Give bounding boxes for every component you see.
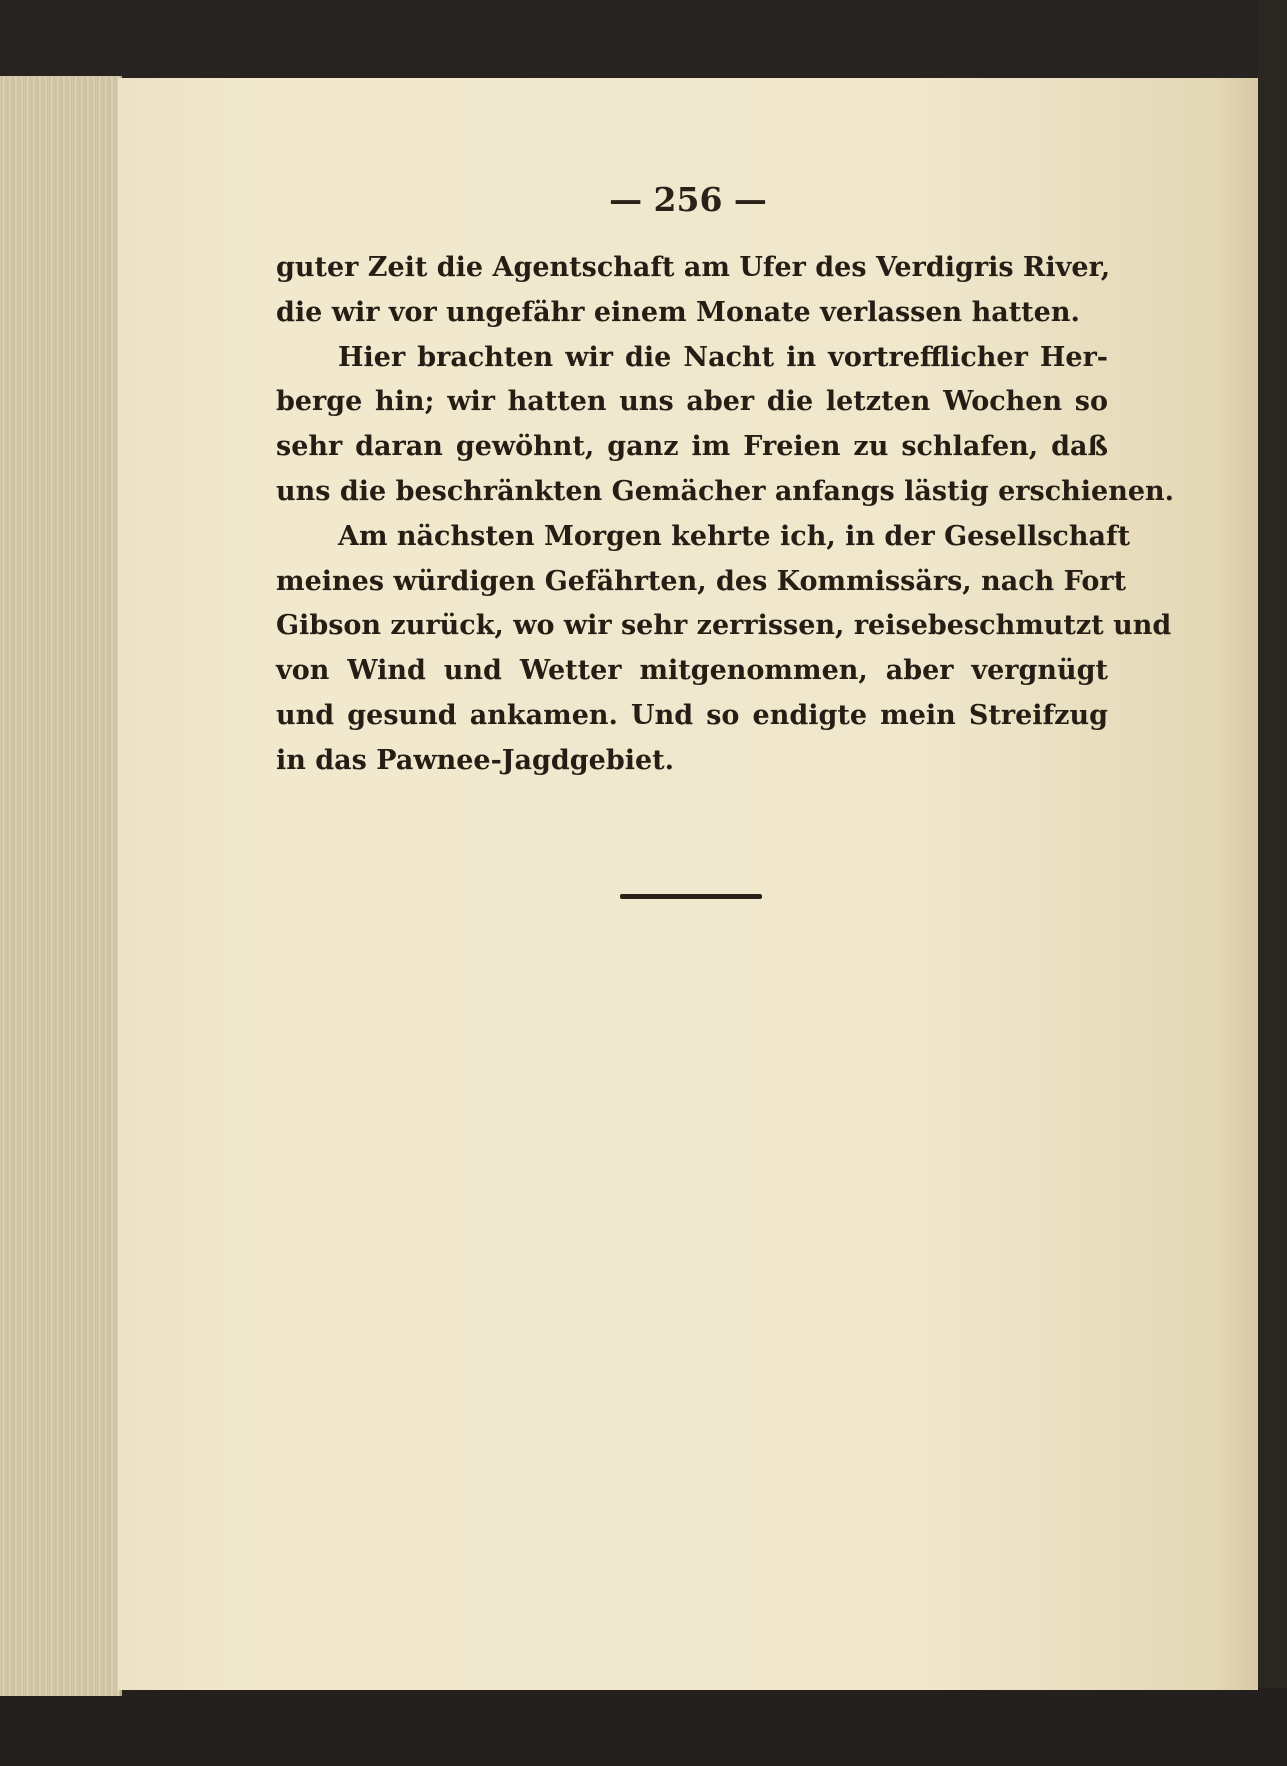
text-line: berge hin; wir hatten uns aber die letzten Wochen so: [276, 386, 1108, 418]
text-line: sehr daran gewöhnt, ganz im Freien zu schlafen, daß: [276, 431, 1108, 463]
page-edges: [0, 76, 122, 1696]
text-line: meines würdigen Gefährten, des Kommissärs, nach Fort: [276, 565, 1127, 597]
book-cover-top: [0, 0, 1287, 84]
book-cover-right: [1258, 0, 1287, 1766]
page: [118, 78, 1258, 1690]
text-line: guter Zeit die Agentschaft am Ufer des Verdigris River,: [276, 252, 1111, 283]
text-line: die wir vor ungefähr einem Monate verlassen hatten.: [276, 296, 1080, 328]
text-line: und gesund ankamen. Und so endigte mein Streifzug: [276, 699, 1108, 731]
text-block: [276, 246, 1175, 784]
text-line: von Wind und Wetter mitgenommen, aber vergnügt: [276, 655, 1108, 687]
text-line: Hier brachten wir die Nacht in vortrefflicher Her-: [338, 341, 1108, 373]
text-line: in das Pawnee-Jagdgebiet.: [276, 744, 675, 776]
text-line: Gibson zurück, wo wir sehr zerrissen, reisebeschmutzt und: [276, 610, 1172, 642]
text-line: Am nächsten Morgen kehrte ich, in der Gesellschaft: [338, 520, 1131, 552]
text-line: uns die beschränkten Gemächer anfangs lästig erschienen.: [276, 475, 1175, 507]
book-cover-bottom: [0, 1688, 1287, 1766]
page-number: — 256 —: [609, 180, 767, 219]
section-end-rule: [620, 894, 762, 899]
